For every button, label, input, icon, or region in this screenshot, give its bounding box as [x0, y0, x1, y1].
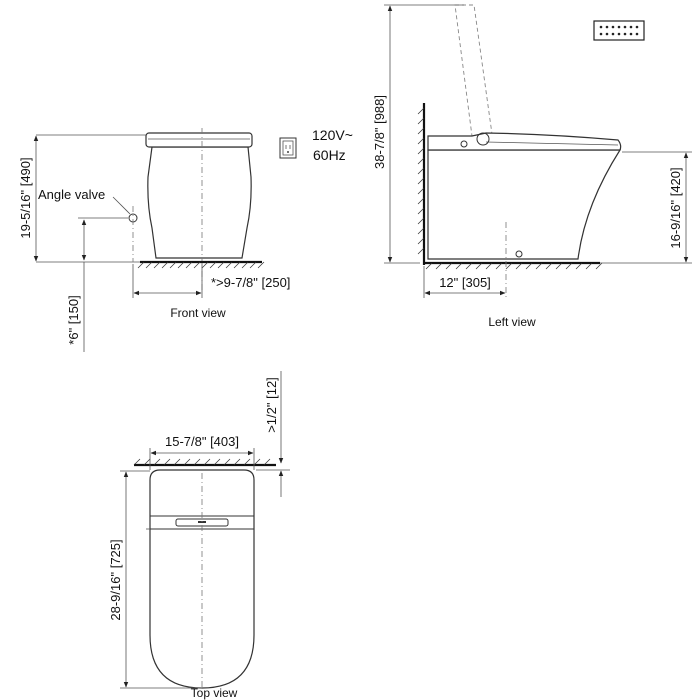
top-gap-label: >1/2" [12] [264, 377, 279, 433]
total-height-label: 38-7/8" [988] [372, 94, 387, 170]
angle-valve-label: Angle valve [38, 187, 106, 202]
front-view [18, 128, 290, 352]
offset-label: *>9-7/8" [250] [211, 275, 291, 290]
power-info [280, 127, 353, 163]
left-toilet-body [428, 150, 620, 259]
voltage-label: 120V~ [312, 127, 353, 143]
remote-control-icon [594, 21, 644, 40]
top-width-label: 15-7/8" [403] [164, 434, 240, 449]
top-view [108, 371, 290, 700]
raised-lid-outline [455, 5, 492, 136]
front-toilet-body [148, 147, 251, 258]
front-height-label: 19-5/16" [490] [18, 157, 33, 239]
rough-in-label: 12" [305] [439, 275, 491, 290]
left-seat [428, 133, 621, 150]
valve-height-label: *6" [150] [66, 295, 81, 345]
frequency-label: 60Hz [313, 147, 346, 163]
top-length-label: 28-9/16" [725] [108, 539, 123, 621]
left-view-caption: Left view [488, 315, 536, 329]
front-view-caption: Front view [170, 306, 226, 320]
front-seat [146, 133, 252, 147]
seat-height-label: 16-9/16" [420] [668, 167, 683, 249]
left-view [372, 5, 692, 329]
top-view-caption: Top view [190, 686, 238, 700]
